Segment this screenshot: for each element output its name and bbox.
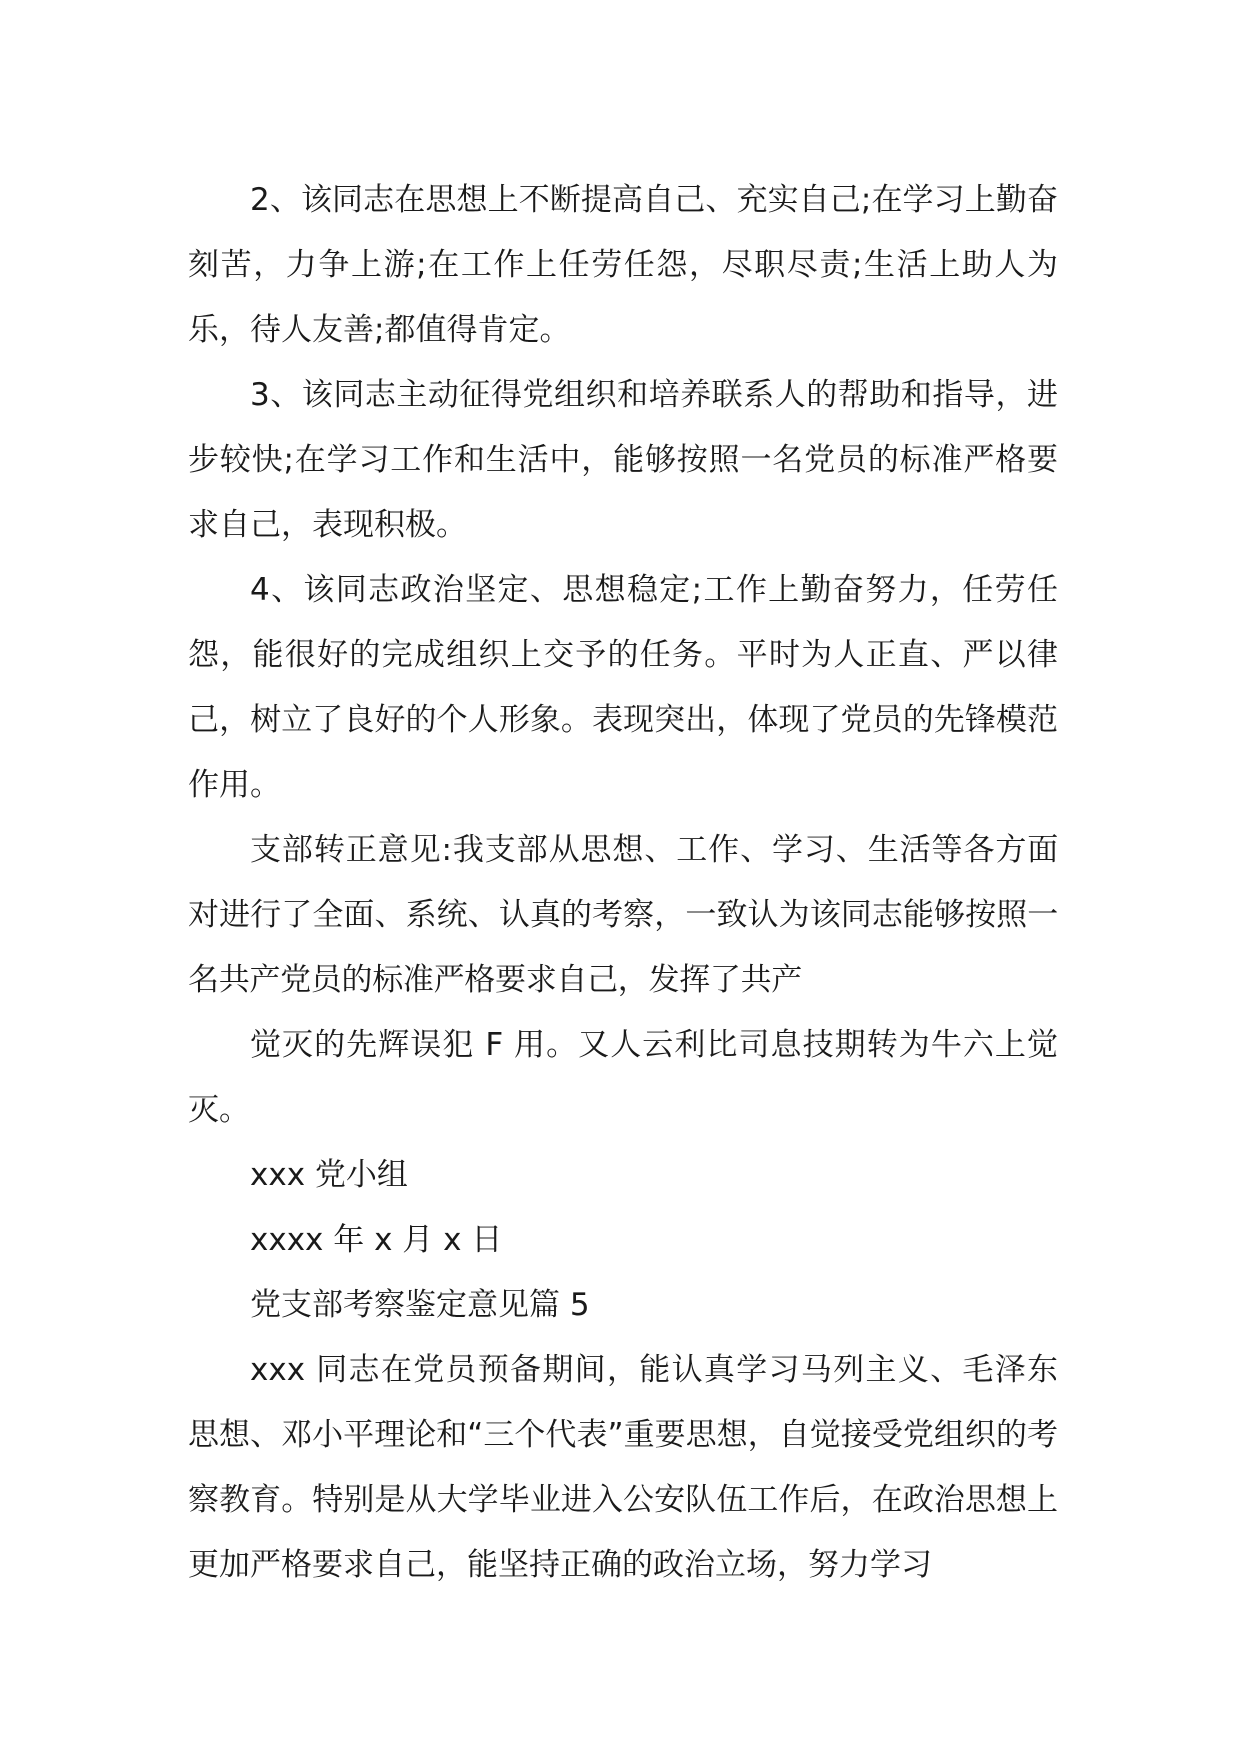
paragraph-garbled-continuation: 觉灭的先辉误犯 F 用。又人云利比司息技期转为牛六上觉灭。: [188, 1027, 1058, 1128]
paragraph-item-3: 3、该同志主动征得党组织和培养联系人的帮助和指导，进步较快;在学习工作和生活中，能够按照一名党员的标准严格要求自己，表现积极。: [188, 377, 1058, 543]
signature-party-group: xxx 党小组: [250, 1157, 408, 1193]
signature-date: xxxx 年 x 月 x 日: [250, 1222, 503, 1258]
document-body: [188, 168, 1058, 1598]
paragraph-item-2: 2、该同志在思想上不断提高自己、充实自己;在学习上勤奋刻苦，力争上游;在工作上任劳任怨，尽职尽责;生活上助人为乐，待人友善;都值得肯定。: [188, 182, 1058, 348]
section-heading: 党支部考察鉴定意见篇 5: [250, 1287, 590, 1323]
paragraph-assessment: xxx 同志在党员预备期间，能认真学习马列主义、毛泽东思想、邓小平理论和“三个代表”重要思想，自觉接受党组织的考察教育。特别是从大学毕业进入公安队伍工作后，在政治思想上更加严格要求自己，能坚持正确的政治立场，努力学习: [188, 1352, 1058, 1583]
paragraph-branch-opinion: 支部转正意见:我支部从思想、工作、学习、生活等各方面对进行了全面、系统、认真的考察，一致认为该同志能够按照一名共产党员的标准严格要求自己，发挥了共产: [188, 832, 1058, 998]
paragraph-item-4: 4、该同志政治坚定、思想稳定;工作上勤奋努力，任劳任怨，能很好的完成组织上交予的任务。平时为人正直、严以律己，树立了良好的个人形象。表现突出，体现了党员的先锋模范作用。: [188, 572, 1058, 803]
